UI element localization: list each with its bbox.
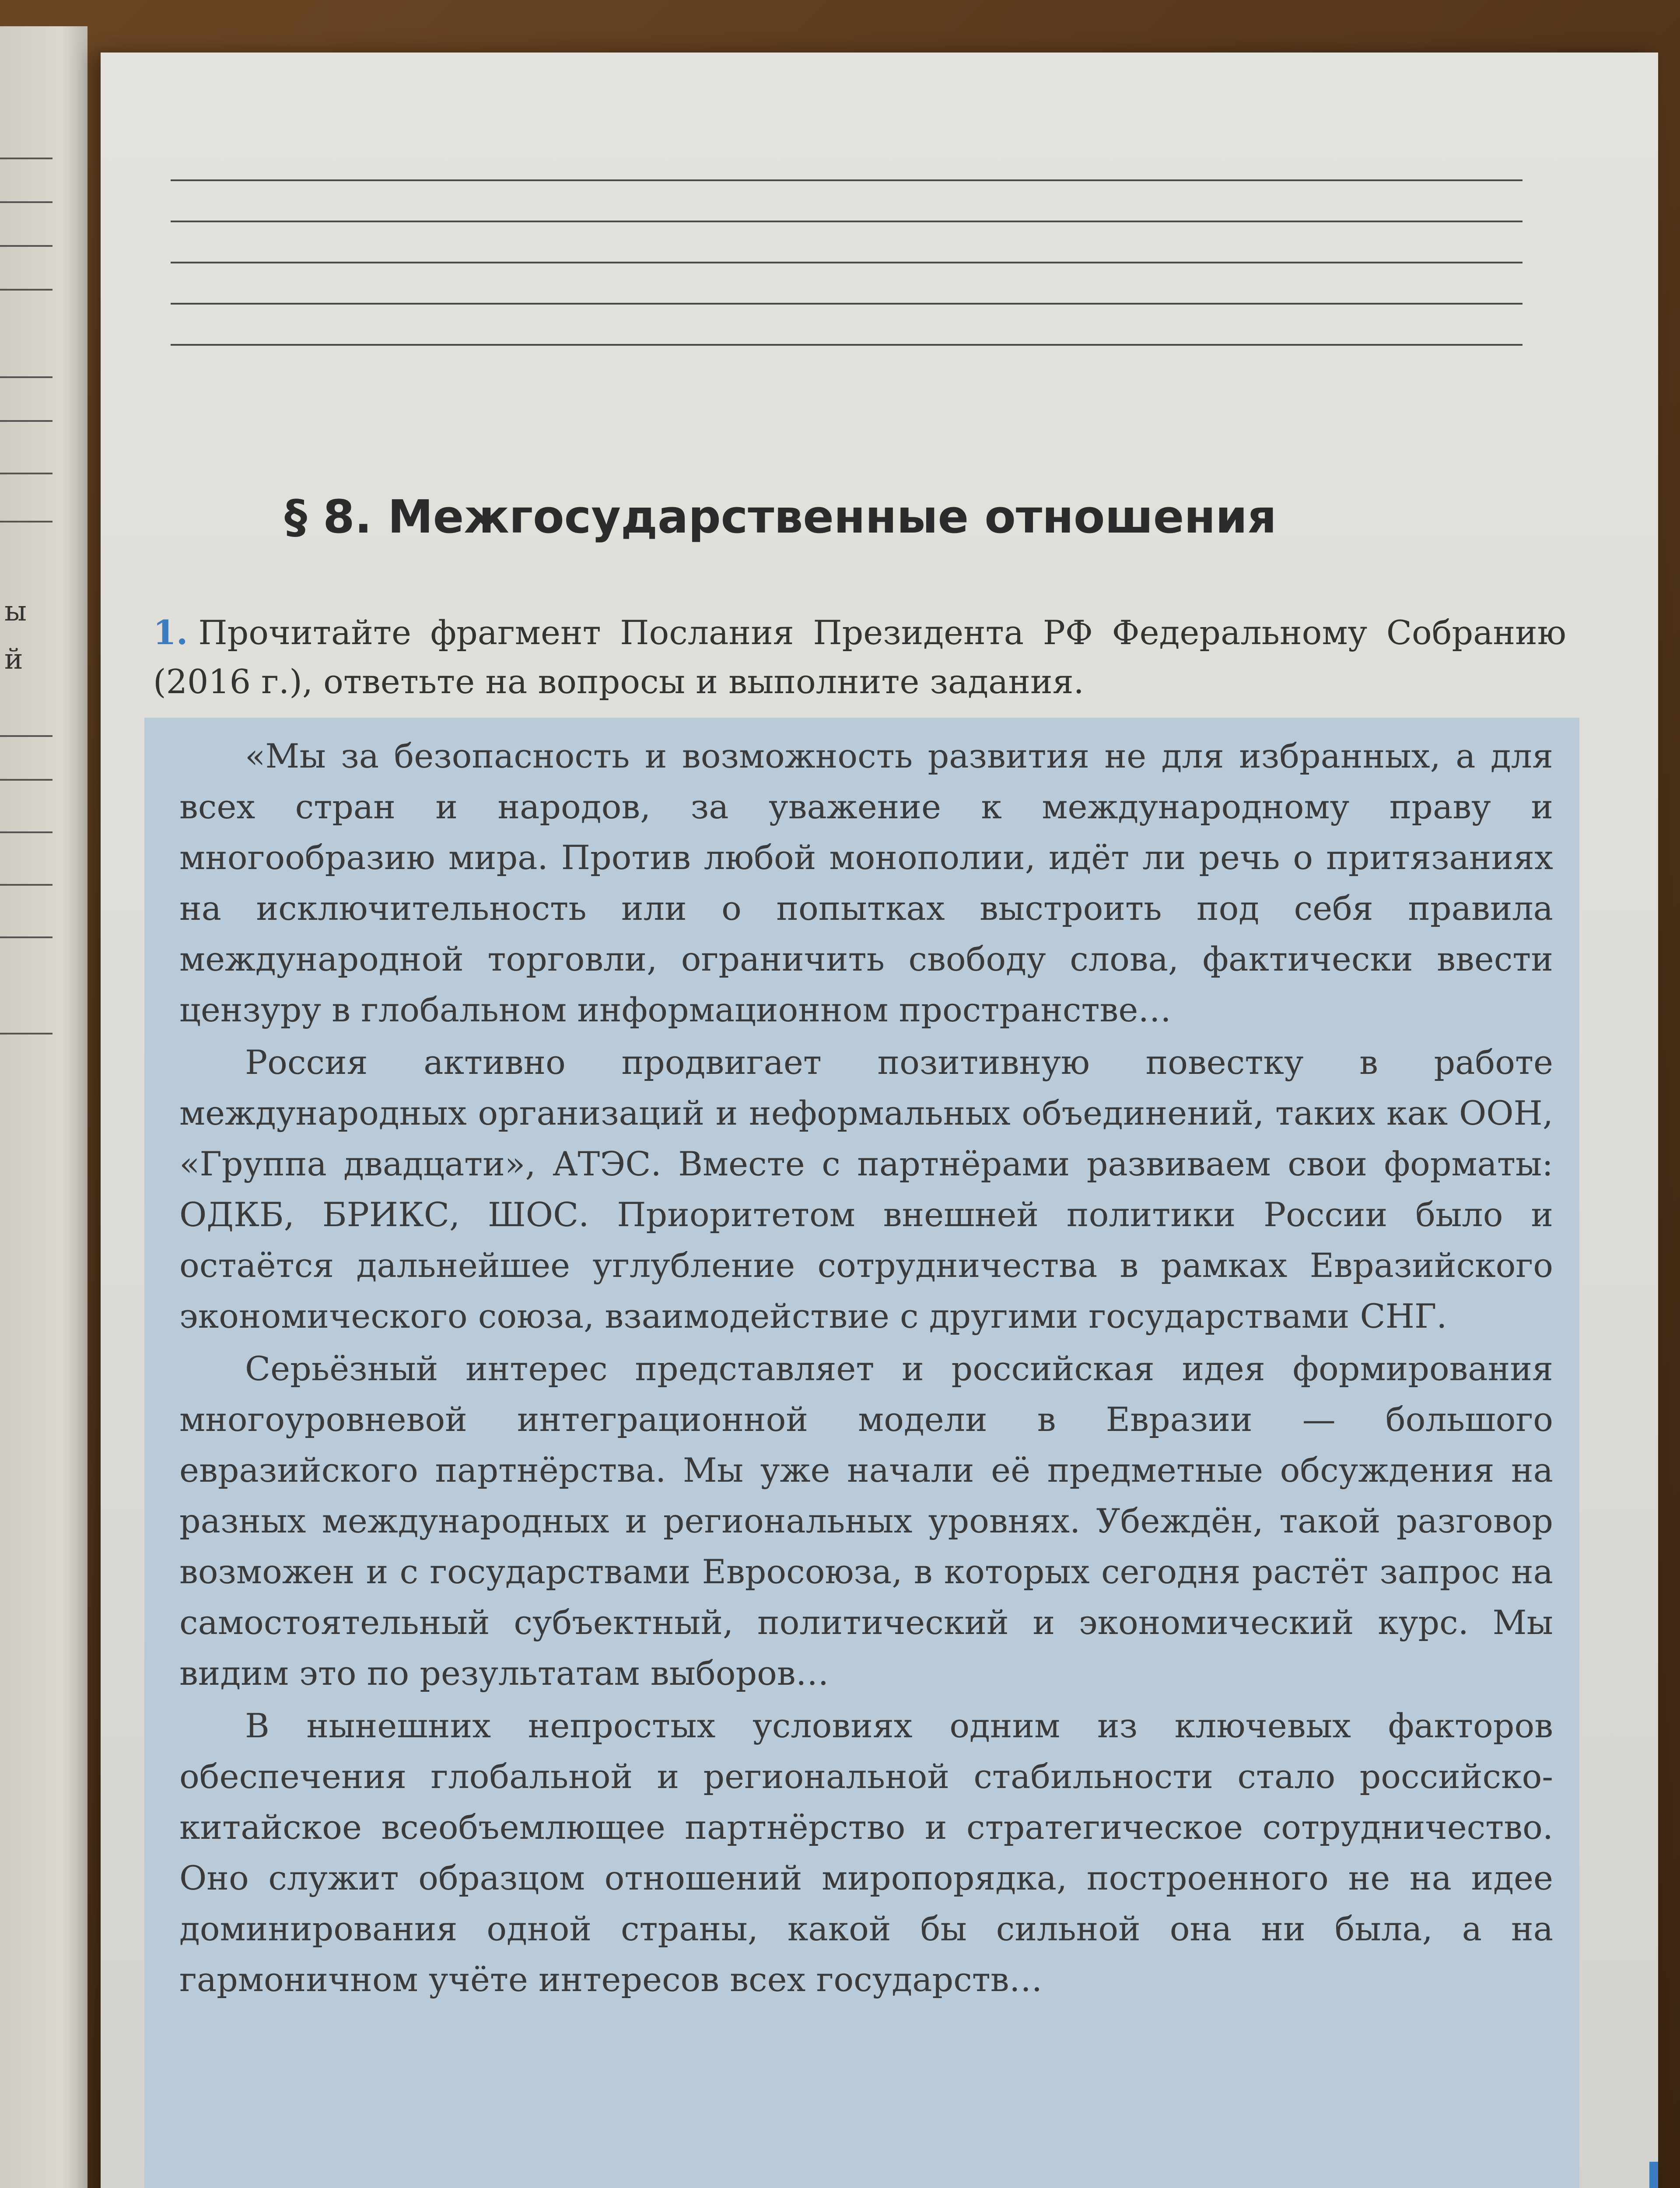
task-number: 1. (153, 613, 188, 652)
quote-box (144, 718, 1579, 2188)
left-page-rule (0, 735, 52, 737)
answer-line (171, 179, 1522, 181)
quote-paragraph: Серьёзный интерес представляет и российская идея формирования многоуровневой интеграционной модели в Евразии — большого евразийского партнёрства. Мы уже начали её предметные обсуждения на разных международных и региональных уровнях. Убеждён, такой разговор возможен и с государствами Евросоюза, в которых сегодня растёт запрос на самостоятельный субъектный, политический и экономический курс. Мы видим это по результатам выборов… (179, 1349, 1553, 1693)
left-page-rule (0, 521, 52, 522)
answer-lines (171, 179, 1522, 385)
left-page-fragment: й (4, 643, 23, 676)
left-page-rule (0, 245, 52, 247)
left-page-rule (0, 1033, 52, 1034)
left-page-rule (0, 936, 52, 938)
left-page-rule (0, 201, 52, 203)
quote-paragraph: Россия активно продвигает позитивную повестку в работе международных организаций и неформальных объединений, таких как ООН, «Группа двадцати», АТЭС. Вместе с партнёрами развиваем свои форматы: ОДКБ, БРИКС, ШОС. Приоритетом внешней политики России было и остаётся дальнейшее углубление сотрудничества в рамках Евразийского экономического союза, взаимодействие с другими государствами СНГ. (179, 1043, 1553, 1336)
left-page-rule (0, 289, 52, 291)
left-page-rule (0, 831, 52, 833)
left-page-rule (0, 420, 52, 422)
textbook-page (101, 53, 1658, 2188)
left-page-fragment: ы (4, 595, 27, 628)
left-page-rule (0, 473, 52, 474)
task-1 (153, 608, 1566, 706)
left-page-rule (0, 779, 52, 781)
task-instruction: Прочитайте фрагмент Послания Президента РФ Федеральному Собранию (2016 г.), ответьте на вопросы и выполните задания. (153, 613, 1566, 701)
answer-line (171, 303, 1522, 305)
section-title: § 8. Межгосударственные отношения (284, 490, 1277, 543)
page-corner-mark (1649, 2162, 1658, 2188)
left-page-rule (0, 376, 52, 378)
left-page-rule (0, 158, 52, 159)
left-page-edge (0, 26, 88, 2188)
quote-paragraph: В нынешних непростых условиях одним из ключевых факторов обеспечения глобальной и региональной стабильности стало российско-китайское всеобъемлющее партнёрство и стратегическое сотрудничество. Оно служит образцом отношений миропорядка, построенного не на идее доминирования одной страны, какой бы сильной она ни была, а на гармоничном учёте интересов всех государств… (179, 1706, 1553, 1999)
quote-paragraph: «Мы за безопасность и возможность развития не для избранных, а для всех стран и народов, за уважение к международному праву и многообразию мира. Против любой монополии, идёт ли речь о притязаниях на исключительность или о попытках выстроить под себя правила международной торговли, ограничить свободу слова, фактически ввести цензуру в глобальном информационном пространстве… (179, 736, 1553, 1029)
answer-line (171, 262, 1522, 263)
left-page-rule (0, 884, 52, 886)
answer-line (171, 221, 1522, 222)
answer-line (171, 344, 1522, 346)
